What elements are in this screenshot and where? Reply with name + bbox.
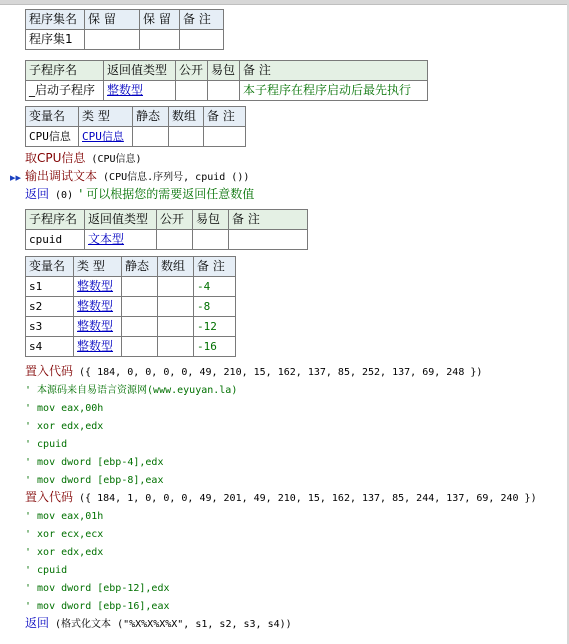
- header-sub-name: 子程序名: [26, 210, 85, 230]
- asm-comment: ' cpuid: [25, 439, 68, 450]
- command-args: ({ 184, 0, 0, 0, 0, 49, 210, 15, 162, 137, 85, 252, 137, 69, 248 }): [73, 367, 483, 378]
- var-name-cell[interactable]: s1: [26, 277, 74, 297]
- var-type-cell[interactable]: 整数型: [74, 277, 122, 297]
- code-line[interactable]: [25, 542, 103, 560]
- asm-comment: ' mov eax,00h: [25, 403, 104, 414]
- asm-comment: ' xor edx,edx: [25, 421, 104, 432]
- subroutine-table-startup: [25, 60, 428, 101]
- var-type-cell[interactable]: 整数型: [74, 297, 122, 317]
- array-cell[interactable]: [158, 297, 194, 317]
- code-line[interactable]: [25, 362, 482, 380]
- sub-name-cell[interactable]: _启动子程序: [26, 81, 104, 101]
- code-line[interactable]: [25, 488, 537, 506]
- table-row[interactable]: [26, 277, 236, 297]
- code-comment: ' 可以根据您的需要返回任意数值: [79, 187, 255, 201]
- header-return-type: 返回值类型: [85, 210, 157, 230]
- easy-pack-cell[interactable]: [193, 230, 229, 250]
- var-type-cell[interactable]: 整数型: [74, 337, 122, 357]
- remark-cell[interactable]: [204, 127, 246, 147]
- easy-pack-cell[interactable]: [208, 81, 240, 101]
- command-args: ({ 184, 1, 0, 0, 0, 49, 201, 49, 210, 15, 162, 137, 85, 244, 137, 69, 240 }): [73, 493, 537, 504]
- header-return-type: 返回值类型: [104, 61, 176, 81]
- command-keyword: 输出调试文本: [25, 169, 98, 183]
- code-line[interactable]: [25, 452, 163, 470]
- code-line[interactable]: [25, 578, 170, 596]
- header-static: 静态: [133, 107, 169, 127]
- asm-comment: ' mov dword [ebp-8],eax: [25, 475, 164, 486]
- header-array: 数组: [158, 257, 194, 277]
- var-type-cell[interactable]: CPU信息: [79, 127, 133, 147]
- header-sub-name: 子程序名: [26, 61, 104, 81]
- asm-comment: ' xor ecx,ecx: [25, 529, 104, 540]
- header-var-name: 变量名: [26, 257, 74, 277]
- var-name-cell[interactable]: s2: [26, 297, 74, 317]
- command-keyword: 置入代码: [25, 364, 74, 378]
- remark-cell[interactable]: 本子程序在程序启动后最先执行: [240, 81, 428, 101]
- header-var-name: 变量名: [26, 107, 79, 127]
- array-cell[interactable]: [158, 317, 194, 337]
- return-type-cell[interactable]: 文本型: [85, 230, 157, 250]
- command-args: (CPU信息): [85, 154, 142, 165]
- array-cell[interactable]: [158, 277, 194, 297]
- header-remark: 备 注: [180, 10, 224, 30]
- code-line[interactable]: [25, 560, 67, 578]
- header-remark: 备 注: [194, 257, 236, 277]
- remark-cell[interactable]: -8: [194, 297, 236, 317]
- static-cell[interactable]: [122, 337, 158, 357]
- code-line[interactable]: [25, 380, 237, 398]
- header-type: 类 型: [74, 257, 122, 277]
- var-name-cell[interactable]: s3: [26, 317, 74, 337]
- static-cell[interactable]: [122, 317, 158, 337]
- public-cell[interactable]: [176, 81, 208, 101]
- asm-comment: ' cpuid: [25, 565, 68, 576]
- command-keyword: 返回: [25, 187, 50, 201]
- remark-cell[interactable]: -12: [194, 317, 236, 337]
- header-reserved-2: 保 留: [140, 10, 180, 30]
- header-easy-pack: 易包: [193, 210, 229, 230]
- command-args: (0): [49, 190, 80, 201]
- subroutine-table-cpuid: [25, 209, 308, 250]
- code-line[interactable]: [25, 167, 249, 185]
- remark-cell[interactable]: [180, 30, 224, 50]
- header-public: 公开: [157, 210, 193, 230]
- header-assembly-name: 程序集名: [26, 10, 85, 30]
- remark-cell[interactable]: -16: [194, 337, 236, 357]
- table-row[interactable]: [26, 337, 236, 357]
- public-cell[interactable]: [157, 230, 193, 250]
- command-args: (CPU信息.序列号, cpuid ()): [97, 172, 250, 183]
- remark-cell[interactable]: [229, 230, 308, 250]
- asm-comment: ' mov dword [ebp-4],edx: [25, 457, 164, 468]
- array-cell[interactable]: [169, 127, 204, 147]
- code-line[interactable]: [25, 398, 103, 416]
- code-line[interactable]: [25, 434, 67, 452]
- var-name-cell[interactable]: s4: [26, 337, 74, 357]
- command-keyword: 置入代码: [25, 490, 74, 504]
- static-cell[interactable]: [133, 127, 169, 147]
- assembly-name-cell[interactable]: 程序集1: [26, 30, 85, 50]
- code-line[interactable]: [25, 506, 103, 524]
- return-type-cell[interactable]: 整数型: [104, 81, 176, 101]
- static-cell[interactable]: [122, 297, 158, 317]
- code-line[interactable]: [25, 185, 254, 203]
- variable-table-cpuid: [25, 256, 236, 357]
- array-cell[interactable]: [158, 337, 194, 357]
- static-cell[interactable]: [122, 277, 158, 297]
- arrow-marker-icon: ▸▸: [10, 171, 22, 184]
- header-remark: 备 注: [204, 107, 246, 127]
- code-line[interactable]: [25, 614, 292, 632]
- asm-comment: ' mov dword [ebp-16],eax: [25, 601, 170, 612]
- var-name-cell[interactable]: CPU信息: [26, 127, 79, 147]
- code-line[interactable]: [25, 416, 103, 434]
- header-static: 静态: [122, 257, 158, 277]
- command-keyword: 返回: [25, 616, 50, 630]
- table-row[interactable]: [26, 297, 236, 317]
- asm-comment: ' mov dword [ebp-12],edx: [25, 583, 170, 594]
- code-comment: ' 本源码来自易语言资源网(www.eyuyan.la): [25, 385, 238, 396]
- code-line[interactable]: [25, 470, 163, 488]
- header-remark: 备 注: [240, 61, 428, 81]
- horizontal-scrollbar[interactable]: [0, 0, 569, 5]
- code-line[interactable]: [25, 596, 170, 614]
- header-remark: 备 注: [229, 210, 308, 230]
- reserved-1-cell[interactable]: [85, 30, 140, 50]
- reserved-2-cell[interactable]: [140, 30, 180, 50]
- asm-comment: ' mov eax,01h: [25, 511, 104, 522]
- header-array: 数组: [169, 107, 204, 127]
- command-keyword: 取CPU信息: [25, 151, 86, 165]
- remark-cell[interactable]: -4: [194, 277, 236, 297]
- asm-comment: ' xor edx,edx: [25, 547, 104, 558]
- code-line[interactable]: [25, 149, 142, 167]
- var-type-cell[interactable]: 整数型: [74, 317, 122, 337]
- assembly-table: [25, 9, 224, 50]
- table-row[interactable]: [26, 317, 236, 337]
- header-public: 公开: [176, 61, 208, 81]
- header-reserved-1: 保 留: [85, 10, 140, 30]
- sub-name-cell[interactable]: cpuid: [26, 230, 85, 250]
- header-easy-pack: 易包: [208, 61, 240, 81]
- command-args: (格式化文本 ("%X%X%X%X", s1, s2, s3, s4)): [49, 619, 292, 630]
- variable-table-startup: [25, 106, 246, 147]
- code-line[interactable]: [25, 524, 103, 542]
- header-type: 类 型: [79, 107, 133, 127]
